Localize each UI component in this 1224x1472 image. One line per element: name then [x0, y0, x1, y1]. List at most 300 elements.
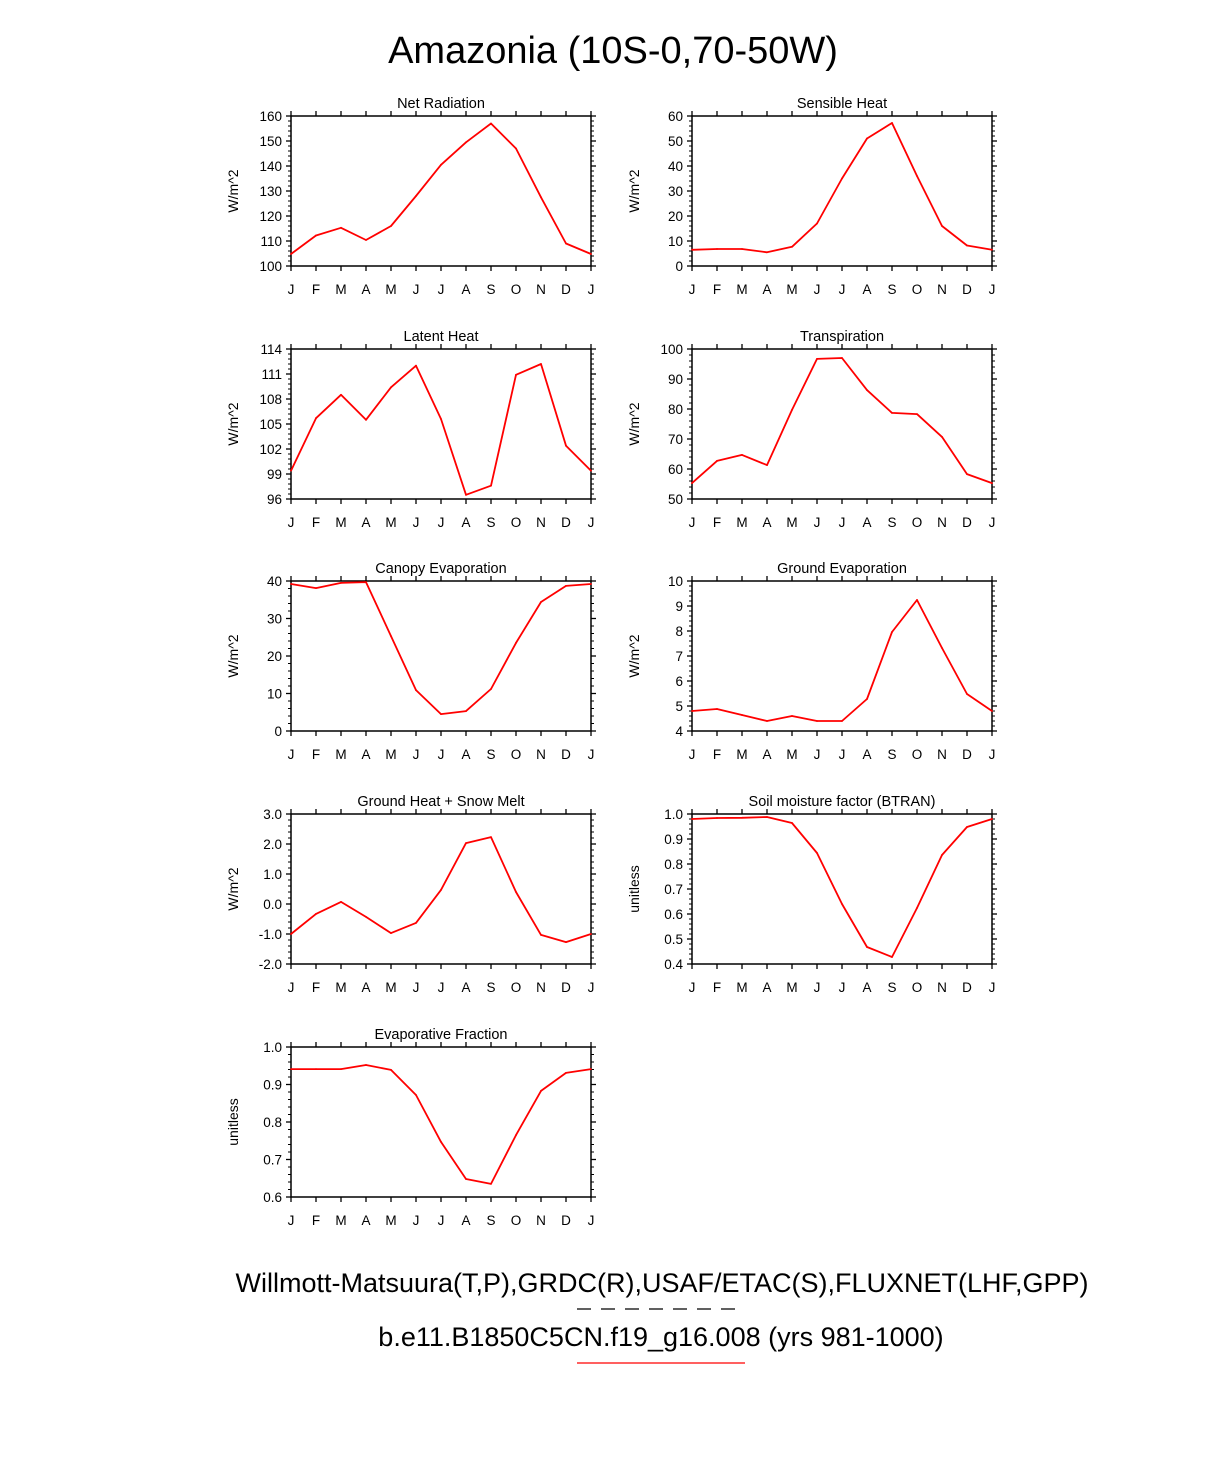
- x-tick-label: J: [587, 980, 595, 995]
- data-point: [290, 253, 292, 255]
- data-point: [565, 445, 567, 447]
- y-tick-label: 0.8: [664, 857, 683, 872]
- y-tick-label: 111: [261, 367, 282, 382]
- x-tick-label: N: [536, 515, 546, 530]
- y-axis-label: W/m^2: [626, 634, 642, 678]
- x-tick-label: J: [587, 515, 595, 530]
- x-tick-label: O: [911, 747, 923, 762]
- data-point: [490, 1183, 492, 1185]
- x-tick-label: O: [510, 515, 522, 530]
- data-point: [691, 710, 693, 712]
- x-tick-label: D: [561, 1213, 571, 1228]
- x-tick-label: F: [712, 980, 722, 995]
- data-point: [540, 196, 542, 198]
- data-point: [290, 933, 292, 935]
- panel-title: Net Radiation: [397, 96, 485, 112]
- y-tick-label: 0.6: [664, 907, 683, 922]
- x-tick-label: F: [712, 747, 722, 762]
- series-line: [291, 1065, 591, 1184]
- x-tick-label: D: [962, 747, 972, 762]
- x-tick-label: M: [385, 747, 397, 762]
- data-point: [290, 583, 292, 585]
- panel-latent-heat: [225, 329, 596, 530]
- data-point: [565, 941, 567, 943]
- y-tick-label: 0.5: [664, 932, 683, 947]
- data-point: [565, 243, 567, 245]
- x-tick-label: S: [887, 747, 897, 762]
- data-point: [490, 123, 492, 125]
- x-tick-label: N: [536, 980, 546, 995]
- data-point: [315, 235, 317, 237]
- data-point: [941, 854, 943, 856]
- data-point: [891, 412, 893, 414]
- x-tick-label: D: [561, 980, 571, 995]
- data-point: [866, 698, 868, 700]
- y-tick-label: 140: [259, 159, 282, 174]
- y-tick-label: 40: [667, 159, 683, 174]
- data-point: [841, 720, 843, 722]
- x-tick-label: A: [862, 980, 872, 995]
- data-point: [415, 922, 417, 924]
- data-point: [716, 460, 718, 462]
- x-tick-label: S: [887, 515, 897, 530]
- data-point: [365, 239, 367, 241]
- x-tick-label: J: [287, 980, 295, 995]
- data-point: [515, 374, 517, 376]
- x-tick-label: M: [385, 1213, 397, 1228]
- y-tick-label: 30: [667, 184, 683, 199]
- x-tick-label: O: [510, 282, 522, 297]
- x-tick-label: D: [962, 515, 972, 530]
- data-point: [941, 647, 943, 649]
- data-point: [515, 1134, 517, 1136]
- data-point: [741, 714, 743, 716]
- x-tick-label: D: [561, 747, 571, 762]
- panel-title: Ground Evaporation: [777, 561, 907, 577]
- y-tick-label: 60: [667, 462, 683, 477]
- x-tick-label: J: [412, 1213, 420, 1228]
- data-point: [465, 141, 467, 143]
- panel-sensible-heat: [626, 96, 997, 297]
- y-tick-label: 102: [259, 442, 282, 457]
- y-tick-label: -1.0: [258, 927, 282, 942]
- data-point: [490, 836, 492, 838]
- x-tick-label: A: [361, 515, 371, 530]
- x-tick-label: S: [486, 980, 496, 995]
- x-tick-label: M: [736, 747, 748, 762]
- data-point: [841, 903, 843, 905]
- data-point: [766, 251, 768, 253]
- x-tick-label: F: [712, 282, 722, 297]
- y-tick-label: 5: [675, 699, 683, 714]
- data-point: [590, 933, 592, 935]
- x-tick-label: M: [335, 980, 347, 995]
- panel-title: Transpiration: [799, 329, 885, 345]
- x-tick-label: N: [536, 282, 546, 297]
- data-point: [791, 822, 793, 824]
- y-tick-label: 60: [667, 109, 683, 124]
- y-tick-label: 30: [266, 611, 282, 627]
- data-point: [415, 195, 417, 197]
- data-point: [540, 601, 542, 603]
- y-tick-label: 1.0: [263, 1040, 282, 1055]
- footer-line2: b.e11.B1850C5CN.f19_g16.008 (yrs 981-1000): [378, 1322, 944, 1352]
- data-point: [716, 248, 718, 250]
- y-tick-label: 9: [675, 599, 683, 614]
- x-tick-label: S: [486, 282, 496, 297]
- x-tick-label: F: [712, 515, 722, 530]
- data-point: [315, 587, 317, 589]
- y-tick-label: 90: [667, 372, 683, 387]
- x-tick-label: J: [437, 515, 445, 530]
- x-tick-label: M: [335, 282, 347, 297]
- x-tick-label: A: [461, 1213, 471, 1228]
- data-point: [515, 148, 517, 150]
- data-point: [590, 253, 592, 255]
- data-point: [691, 482, 693, 484]
- panel-title: Evaporative Fraction: [374, 1027, 508, 1043]
- data-point: [515, 891, 517, 893]
- x-tick-label: D: [962, 282, 972, 297]
- figure-title: Amazonia (10S-0,70-50W): [388, 30, 838, 72]
- panels: [225, 96, 997, 1228]
- x-tick-label: J: [988, 747, 996, 762]
- data-point: [791, 246, 793, 248]
- data-point: [415, 365, 417, 367]
- x-tick-label: J: [437, 1213, 445, 1228]
- y-tick-label: 20: [667, 209, 683, 224]
- x-tick-label: F: [311, 980, 321, 995]
- x-tick-label: M: [736, 980, 748, 995]
- x-tick-label: A: [361, 747, 371, 762]
- x-tick-label: M: [385, 515, 397, 530]
- panel-soil-moisture-factor-btran-: [626, 794, 997, 995]
- y-tick-label: 10: [667, 574, 683, 589]
- x-tick-label: S: [486, 1213, 496, 1228]
- x-tick-label: F: [311, 747, 321, 762]
- y-axis-label: W/m^2: [225, 867, 241, 911]
- x-tick-label: A: [461, 515, 471, 530]
- data-point: [340, 227, 342, 229]
- y-axis-label: W/m^2: [626, 169, 642, 213]
- data-point: [991, 818, 993, 820]
- series-line: [692, 358, 992, 483]
- y-tick-label: 0: [675, 259, 683, 274]
- x-tick-label: J: [412, 515, 420, 530]
- x-tick-label: A: [461, 980, 471, 995]
- y-tick-label: 40: [266, 574, 282, 589]
- x-tick-label: J: [813, 282, 821, 297]
- y-axis-label: W/m^2: [626, 402, 642, 446]
- y-tick-label: 70: [667, 432, 683, 447]
- y-tick-label: 105: [259, 417, 282, 432]
- x-tick-label: F: [311, 282, 321, 297]
- data-point: [966, 826, 968, 828]
- y-tick-label: 0.9: [664, 832, 683, 847]
- data-point: [465, 842, 467, 844]
- data-point: [991, 710, 993, 712]
- data-point: [515, 642, 517, 644]
- y-tick-label: 0.8: [263, 1115, 282, 1130]
- x-tick-label: J: [287, 1213, 295, 1228]
- x-tick-label: J: [813, 980, 821, 995]
- series-line: [291, 582, 591, 714]
- panel-transpiration: [626, 329, 997, 530]
- data-point: [440, 889, 442, 891]
- x-tick-label: N: [937, 747, 947, 762]
- data-point: [590, 470, 592, 472]
- x-tick-label: N: [937, 515, 947, 530]
- x-tick-label: O: [911, 980, 923, 995]
- y-tick-label: 0.4: [664, 957, 683, 972]
- data-point: [590, 583, 592, 585]
- data-point: [565, 585, 567, 587]
- data-point: [465, 1178, 467, 1180]
- y-tick-label: 0.7: [664, 882, 683, 897]
- y-tick-label: 50: [667, 134, 683, 149]
- panel-evaporative-fraction: [225, 1027, 596, 1228]
- x-tick-label: S: [486, 747, 496, 762]
- data-point: [390, 225, 392, 227]
- y-tick-label: 10: [266, 686, 282, 702]
- data-point: [741, 817, 743, 819]
- data-point: [866, 138, 868, 140]
- series-line: [692, 817, 992, 957]
- x-tick-label: J: [412, 282, 420, 297]
- x-tick-label: J: [587, 282, 595, 297]
- y-tick-label: 6: [675, 674, 683, 689]
- x-tick-label: A: [862, 747, 872, 762]
- x-tick-label: A: [361, 980, 371, 995]
- x-tick-label: M: [335, 1213, 347, 1228]
- data-point: [691, 818, 693, 820]
- y-tick-label: 1.0: [263, 867, 282, 882]
- x-tick-label: J: [287, 515, 295, 530]
- data-point: [991, 249, 993, 251]
- y-tick-label: 0.6: [263, 1190, 282, 1205]
- data-point: [340, 394, 342, 396]
- data-point: [565, 1072, 567, 1074]
- series-line: [692, 123, 992, 252]
- x-tick-label: O: [911, 282, 923, 297]
- y-tick-label: 8: [675, 624, 683, 639]
- data-point: [966, 693, 968, 695]
- x-tick-label: J: [437, 282, 445, 297]
- x-tick-label: A: [762, 515, 772, 530]
- x-tick-label: O: [510, 747, 522, 762]
- data-point: [590, 1068, 592, 1070]
- x-tick-label: M: [385, 282, 397, 297]
- x-tick-label: M: [335, 515, 347, 530]
- data-point: [916, 175, 918, 177]
- x-tick-label: S: [887, 980, 897, 995]
- y-tick-label: 3.0: [263, 807, 282, 822]
- y-tick-label: 120: [259, 209, 282, 224]
- x-tick-label: J: [412, 747, 420, 762]
- data-point: [841, 178, 843, 180]
- y-tick-label: 160: [259, 109, 282, 124]
- x-tick-label: J: [688, 515, 696, 530]
- x-tick-label: J: [988, 980, 996, 995]
- data-point: [916, 907, 918, 909]
- panel-title: Latent Heat: [403, 329, 479, 345]
- x-tick-label: J: [412, 980, 420, 995]
- plot-frame: [692, 116, 992, 266]
- x-tick-label: A: [762, 747, 772, 762]
- y-axis-label: W/m^2: [225, 169, 241, 213]
- panel-title: Ground Heat + Snow Melt: [357, 794, 525, 810]
- data-point: [766, 720, 768, 722]
- y-tick-label: 0.7: [263, 1152, 282, 1168]
- data-point: [465, 494, 467, 496]
- y-tick-label: -2.0: [258, 957, 282, 972]
- x-tick-label: M: [786, 980, 798, 995]
- data-point: [816, 852, 818, 854]
- x-tick-label: J: [838, 980, 846, 995]
- data-point: [440, 418, 442, 420]
- data-point: [891, 122, 893, 124]
- x-tick-label: A: [461, 747, 471, 762]
- data-point: [891, 956, 893, 958]
- y-tick-label: 150: [259, 134, 282, 149]
- x-tick-label: N: [536, 747, 546, 762]
- x-tick-label: J: [688, 282, 696, 297]
- y-tick-label: 99: [266, 467, 282, 482]
- y-axis-label: unitless: [225, 1098, 241, 1146]
- data-point: [390, 932, 392, 934]
- x-tick-label: A: [361, 282, 371, 297]
- plot-frame: [291, 116, 591, 266]
- x-tick-label: M: [335, 747, 347, 762]
- data-point: [490, 485, 492, 487]
- x-tick-label: M: [736, 515, 748, 530]
- y-tick-label: 0.0: [263, 897, 282, 912]
- data-point: [440, 1141, 442, 1143]
- y-tick-label: 20: [266, 649, 282, 664]
- series-line: [291, 364, 591, 495]
- series-line: [692, 600, 992, 721]
- data-point: [891, 631, 893, 633]
- x-tick-label: F: [311, 515, 321, 530]
- x-tick-label: J: [688, 980, 696, 995]
- x-tick-label: M: [786, 747, 798, 762]
- x-tick-label: J: [437, 980, 445, 995]
- y-tick-label: 100: [660, 342, 683, 357]
- x-tick-label: D: [561, 282, 571, 297]
- x-tick-label: J: [688, 747, 696, 762]
- y-tick-label: 7: [675, 649, 683, 664]
- y-tick-label: 0.9: [263, 1077, 282, 1093]
- y-tick-label: 50: [667, 492, 683, 507]
- x-tick-label: J: [813, 515, 821, 530]
- data-point: [415, 689, 417, 691]
- x-tick-label: J: [437, 747, 445, 762]
- data-point: [916, 599, 918, 601]
- x-tick-label: J: [838, 282, 846, 297]
- y-tick-label: 80: [667, 402, 683, 417]
- panel-title: Sensible Heat: [796, 96, 888, 112]
- y-tick-label: 1.0: [664, 807, 683, 822]
- x-tick-label: J: [838, 747, 846, 762]
- x-tick-label: M: [786, 515, 798, 530]
- data-point: [966, 473, 968, 475]
- data-point: [766, 816, 768, 818]
- data-point: [966, 245, 968, 247]
- data-point: [816, 223, 818, 225]
- data-point: [465, 710, 467, 712]
- data-point: [315, 1068, 317, 1070]
- x-tick-label: N: [937, 980, 947, 995]
- x-tick-label: N: [536, 1213, 546, 1228]
- x-tick-label: A: [862, 515, 872, 530]
- x-tick-label: S: [486, 515, 496, 530]
- x-tick-label: J: [988, 515, 996, 530]
- data-point: [791, 409, 793, 411]
- data-point: [791, 715, 793, 717]
- x-tick-label: A: [461, 282, 471, 297]
- y-tick-label: 0: [274, 724, 282, 739]
- y-tick-label: 2.0: [263, 837, 282, 852]
- x-tick-label: J: [988, 282, 996, 297]
- x-tick-label: J: [813, 747, 821, 762]
- x-tick-label: O: [510, 1213, 522, 1228]
- x-tick-label: J: [287, 282, 295, 297]
- x-tick-label: M: [736, 282, 748, 297]
- data-point: [916, 413, 918, 415]
- data-point: [941, 225, 943, 227]
- y-tick-label: 10: [667, 234, 683, 249]
- data-point: [340, 582, 342, 584]
- data-point: [365, 916, 367, 918]
- data-point: [290, 1068, 292, 1070]
- data-point: [716, 708, 718, 710]
- x-tick-label: A: [862, 282, 872, 297]
- x-tick-label: A: [762, 282, 772, 297]
- data-point: [365, 1064, 367, 1066]
- y-tick-label: 130: [259, 184, 282, 199]
- panel-title: Canopy Evaporation: [375, 561, 507, 577]
- data-point: [415, 1094, 417, 1096]
- x-tick-label: M: [786, 282, 798, 297]
- data-point: [390, 1069, 392, 1071]
- x-tick-label: J: [287, 747, 295, 762]
- data-point: [866, 389, 868, 391]
- y-tick-label: 4: [675, 724, 683, 739]
- data-point: [390, 386, 392, 388]
- x-tick-label: S: [887, 282, 897, 297]
- y-axis-label: W/m^2: [225, 402, 241, 446]
- data-point: [866, 946, 868, 948]
- data-point: [315, 913, 317, 915]
- x-tick-label: D: [962, 980, 972, 995]
- data-point: [340, 901, 342, 903]
- x-tick-label: A: [361, 1213, 371, 1228]
- data-point: [841, 357, 843, 359]
- x-tick-label: O: [510, 980, 522, 995]
- series-line: [291, 124, 591, 255]
- x-tick-label: F: [311, 1213, 321, 1228]
- data-point: [540, 1090, 542, 1092]
- data-point: [716, 817, 718, 819]
- data-point: [440, 713, 442, 715]
- data-point: [741, 248, 743, 250]
- data-point: [315, 417, 317, 419]
- y-tick-label: 114: [260, 342, 282, 357]
- panel-ground-heat-snow-melt: [225, 794, 596, 995]
- data-point: [816, 358, 818, 360]
- plot-frame: [291, 581, 591, 731]
- plot-frame: [692, 814, 992, 964]
